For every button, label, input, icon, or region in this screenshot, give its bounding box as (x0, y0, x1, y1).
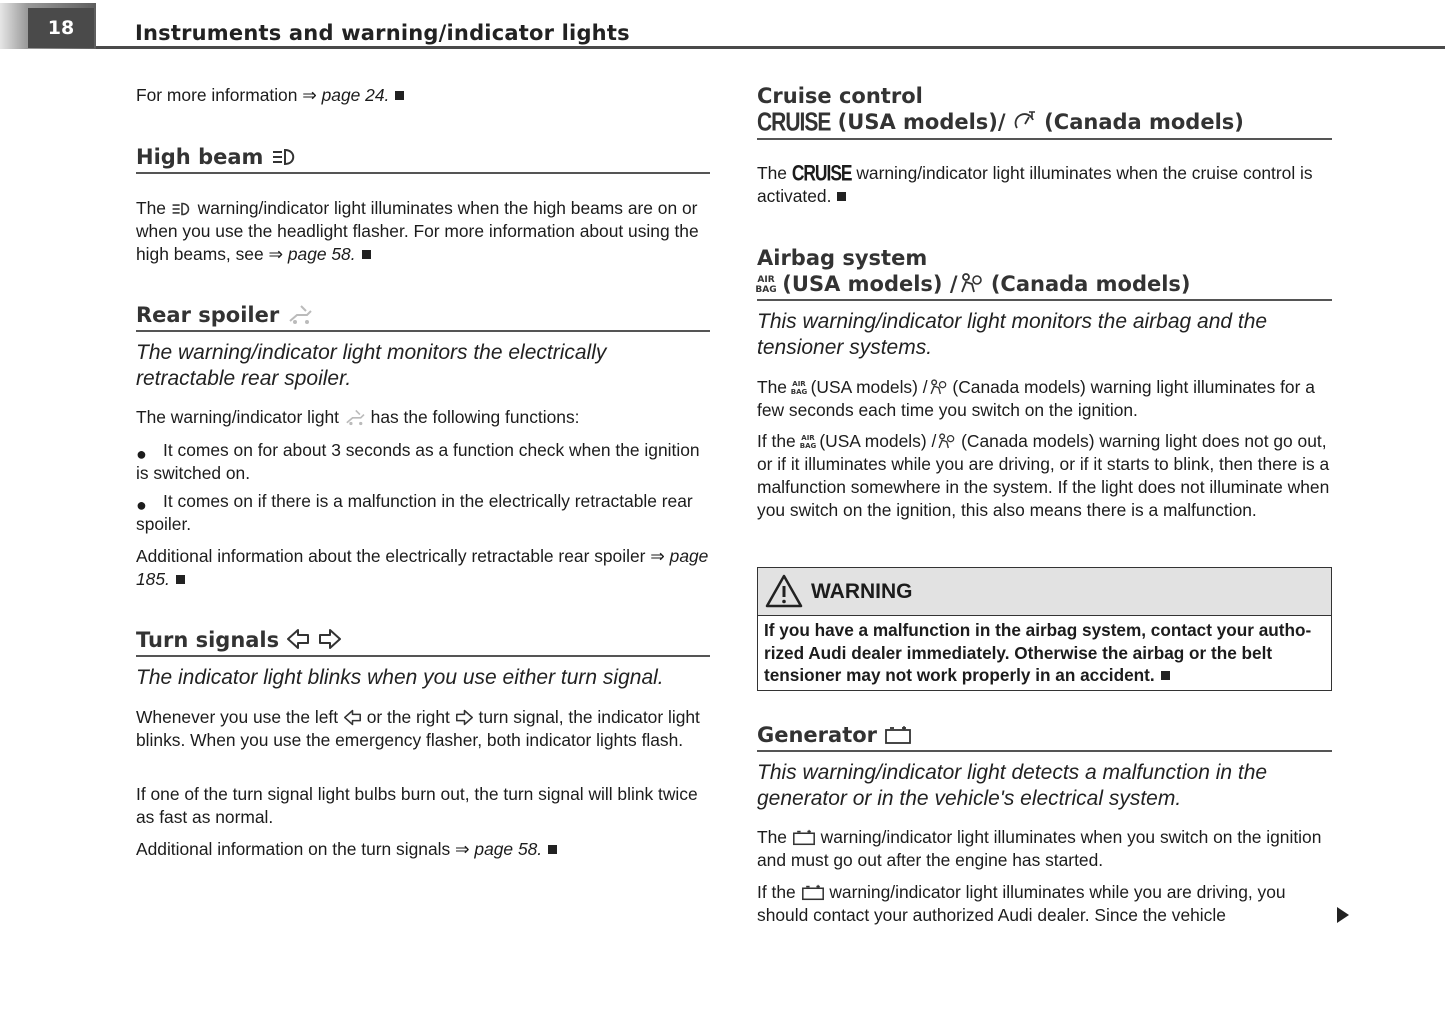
svg-text:AIR: AIR (757, 275, 775, 285)
svg-text:AIR: AIR (800, 434, 815, 443)
turn-right-icon (318, 628, 342, 650)
cruise-control-icon (1013, 110, 1037, 132)
rear-spoiler-icon (344, 408, 366, 426)
turn-signals-paragraph-1: Whenever you use the left or the right turn signal, the indicator light blinks. When you use the emergency flasher, both indicator lights flash. (136, 707, 700, 750)
end-mark (1161, 671, 1170, 680)
svg-text:AIR: AIR (792, 380, 806, 389)
end-mark (362, 250, 371, 259)
turn-signals-paragraph-3: Additional information on the turn signals ⇒ page 58. (136, 838, 710, 861)
airbag-usa-icon (757, 272, 775, 294)
generator-lead: This warning/indicator light detects a malfunction in the generator or in the vehicle's electrical system. (757, 761, 1268, 810)
airbag-paragraph-1: The AIR BAG (USA models) / (Canada models) warning light illuminates for a few seconds each time you switch on the ignition. (757, 377, 1315, 420)
section-heading-turn-signals: Turn signals (136, 627, 710, 657)
warning-body: If you have a malfunction in the airbag system, contact your authorized Audi dealer immediately. Otherwise the airbag or the belt tensioner may not work properly in an accident. (764, 620, 1312, 685)
airbag-canada-icon (936, 432, 956, 450)
svg-text:BAG: BAG (755, 285, 777, 295)
page-ref-link[interactable]: page 58. (474, 839, 543, 859)
section-heading-rear-spoiler: Rear spoiler (136, 302, 710, 332)
page-ref-link[interactable]: page 24. (321, 85, 390, 105)
airbag-canada-icon (928, 378, 948, 396)
cruise-symbol: CRUISE (757, 108, 831, 137)
page-number: 18 (28, 8, 94, 48)
battery-icon (884, 725, 912, 745)
high-beam-body: The warning/indicator light illuminates when the high beams are on or when you use the headlight flasher. For more information about using the high beams, see ⇒ page 58. (136, 198, 699, 264)
airbag-canada-icon (958, 272, 984, 294)
header-rule (96, 46, 1445, 49)
generator-paragraph-2: If the warning/indicator light illuminates while you are driving, you should contact your authorized Audi dealer. Since the vehicle (757, 882, 1286, 925)
turn-signals-lead: The indicator light blinks when you use either turn signal. (136, 666, 664, 689)
turn-signals-paragraph-2: If one of the turn signal light bulbs burn out, the turn signal will blink twice as fast as normal. (136, 784, 698, 827)
warning-header (758, 568, 1331, 616)
page-title: Instruments and warning/indicator lights (135, 21, 630, 45)
airbag-paragraph-2: If the AIR BAG (USA models) / (Canada models) warning light does not go out, or if it illuminates while you are driving, or if it starts to blink, then there is a malfunction somewhere in the system. If the light does not illuminate when you switch on the ignition, this also means there is a malfunction. (757, 431, 1330, 520)
battery-icon (801, 884, 825, 901)
end-mark (395, 91, 404, 100)
generator-paragraph-1: The warning/indicator light illuminates when you switch on the ignition and must go out after the engine has started. (757, 827, 1322, 870)
warning-title: WARNING (811, 580, 913, 603)
end-mark (837, 192, 846, 201)
cruise-control-body: The CRUISE warning/indicator light illuminates when the cruise control is activated. (757, 160, 1313, 206)
airbag-lead: This warning/indicator light monitors the airbag and the tensioner systems. (757, 310, 1268, 359)
intro-paragraph: For more information ⇒ page 24. (136, 84, 710, 107)
bullet-icon: ● (136, 495, 147, 515)
section-heading-generator: Generator (757, 722, 1332, 752)
section-heading-cruise-control: Cruise control CRUISE (USA models)/ (Canada models) (757, 83, 1332, 140)
svg-text:BAG: BAG (799, 442, 816, 450)
list-item: ● It comes on for about 3 seconds as a function check when the ignition is switched on. (136, 440, 700, 483)
rear-spoiler-functions: The warning/indicator light has the following functions: (136, 407, 580, 427)
rear-spoiler-icon (287, 303, 313, 325)
high-beam-icon (271, 147, 299, 167)
turn-right-icon (455, 709, 474, 726)
airbag-usa-icon (792, 378, 806, 396)
warning-box (757, 567, 1332, 691)
section-heading-high-beam: High beam (136, 144, 710, 174)
battery-icon (792, 829, 816, 846)
page-ref-link[interactable]: page 58. (287, 244, 356, 264)
svg-text:BAG: BAG (790, 388, 808, 396)
airbag-usa-icon (801, 432, 815, 450)
warning-triangle-icon (764, 573, 804, 609)
rear-spoiler-additional: Additional information about the electrically retractable rear spoiler ⇒ page 185. (136, 546, 709, 589)
rear-spoiler-lead: The warning/indicator light monitors the electrically retractable rear spoiler. (136, 341, 607, 390)
continued-arrow-icon (1336, 906, 1350, 924)
turn-left-icon (343, 709, 362, 726)
bullet-icon: ● (136, 444, 147, 464)
section-heading-airbag-system: Airbag system AIR BAG (USA models) / (Canada models) (757, 245, 1332, 301)
page-number-tab (0, 3, 96, 49)
end-mark (176, 575, 185, 584)
end-mark (548, 845, 557, 854)
list-item: ● It comes on if there is a malfunction in the electrically retractable rear spoiler. (136, 491, 693, 534)
turn-left-icon (286, 628, 310, 650)
page-ref-link[interactable]: page 185. (136, 546, 709, 589)
high-beam-icon (171, 201, 193, 217)
cruise-symbol: CRUISE (791, 160, 852, 186)
